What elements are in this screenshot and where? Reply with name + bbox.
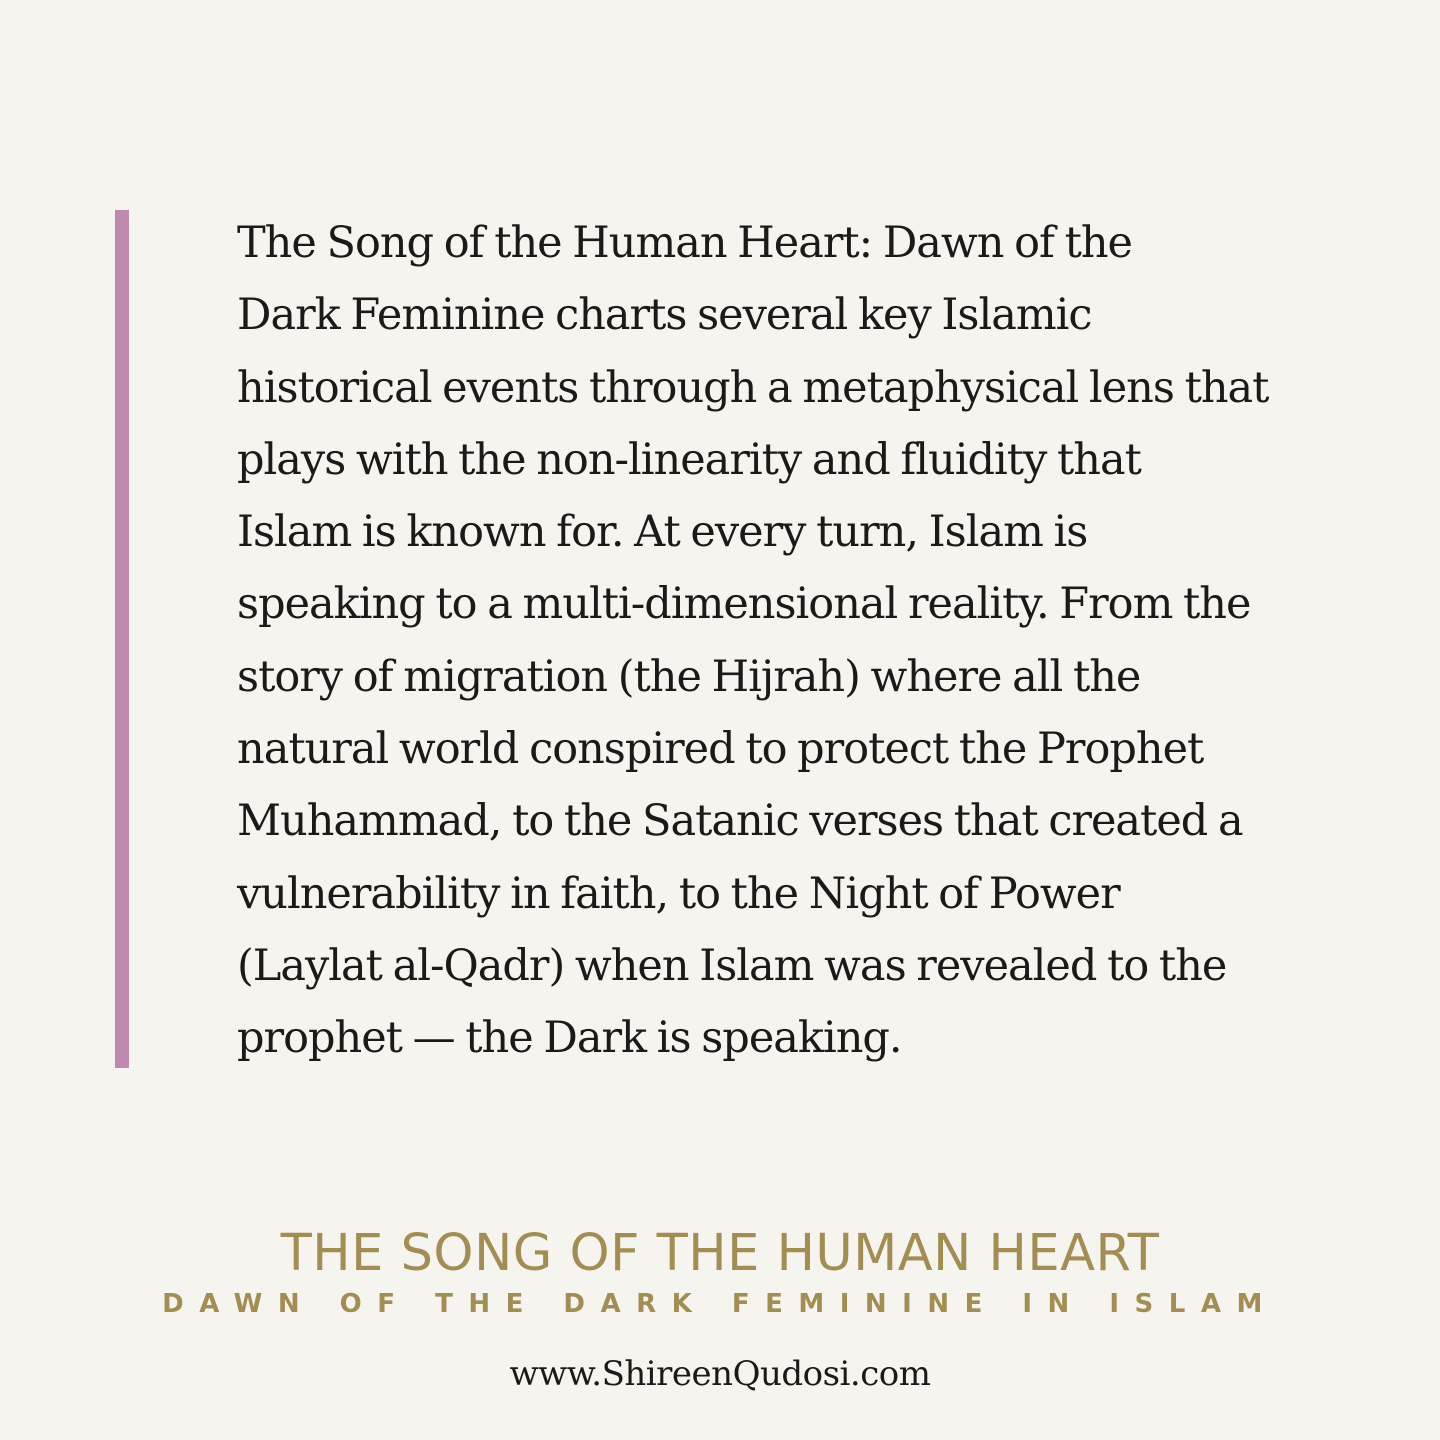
quote-line: natural world conspired to protect the Prophet: [237, 724, 1204, 775]
quote-line: speaking to a multi-dimensional reality. From the: [237, 579, 1251, 630]
quote-line: story of migration (the Hijrah) where all the: [237, 651, 1141, 702]
quote-line: plays with the non-linearity and fluidity that: [237, 434, 1141, 485]
quote-line: prophet — the Dark is speaking.: [237, 1013, 902, 1064]
quote-line: historical events through a metaphysical lens that: [237, 362, 1269, 413]
quote-line: The Song of the Human Heart: Dawn of the: [237, 218, 1132, 268]
book-title: THE SONG OF THE HUMAN HEART: [280, 1224, 1160, 1283]
website-link[interactable]: www.ShireenQudosi.com: [509, 1354, 931, 1394]
quote-line: vulnerability in faith, to the Night of Power: [237, 868, 1120, 919]
quote-line: Islam is known for. At every turn, Islam is: [237, 507, 1088, 558]
quote-text: [237, 207, 1347, 1075]
quote-accent-bar: [115, 210, 129, 1068]
quote-line: Dark Feminine charts several key Islamic: [237, 290, 1092, 341]
book-subtitle: DAWN OF THE DARK FEMININE IN ISLAM: [162, 1289, 1278, 1319]
quote-line: (Laylat al-Qadr) when Islam was revealed to the: [237, 940, 1227, 991]
quote-line: Muhammad, to the Satanic verses that created a: [237, 796, 1243, 847]
